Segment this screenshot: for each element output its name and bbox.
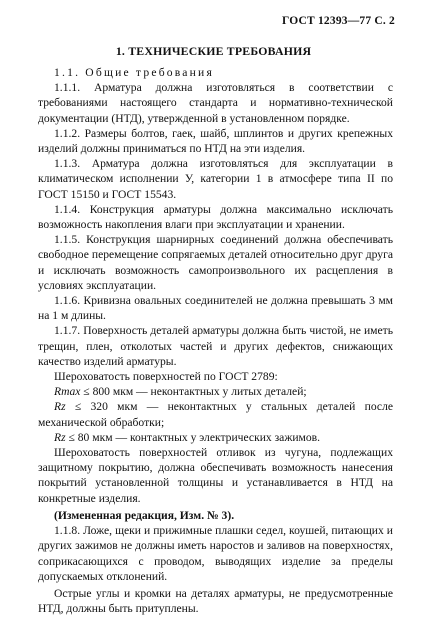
roughness-symbol: Rz bbox=[54, 400, 66, 414]
paragraph-1-1-5: 1.1.5. Конструкция шарнирных соединений должна обеспечивать свободное перемещение сопрягаемых деталей относительно друг друга и исключать возможность самопроизвольного их расцепления в условиях эксплуатации. bbox=[38, 233, 393, 292]
roughness-symbol: Rz bbox=[54, 430, 66, 444]
subheading: 1.1. Общие требования bbox=[54, 66, 214, 79]
paragraph-castings: Шероховатость поверхностей отливок из чугуна, подлежащих защитному покрытию, должна обеспечивать возможность нанесения покрытий установленной толщины и устанавливается в НТД на конкретные изделия. bbox=[38, 446, 393, 505]
paragraph-1-1-1: 1.1.1. Арматура должна изготовляться в соответствии с требованиями настоящего стандарта и нормативно-технической документации (НТД), утвержденной в установленном порядке. bbox=[38, 81, 393, 125]
paragraph-1-1-4: 1.1.4. Конструкция арматуры должна максимально исключать возможность накопления влаги при эксплуатации и хранении. bbox=[38, 202, 393, 232]
roughness-text: ≤ 80 мкм — контактных у электрических зажимов. bbox=[65, 430, 321, 444]
paragraph-1-1-2: 1.1.2. Размеры болтов, гаек, шайб, шплинтов и других крепежных изделий должны приниматься по НТД на эти изделия. bbox=[38, 126, 393, 156]
roughness-intro: Шероховатость поверхностей по ГОСТ 2789: bbox=[54, 370, 278, 384]
paragraph-1-1-7: 1.1.7. Поверхность деталей арматуры должна быть чистой, не иметь трещин, плен, отколотых частей и других дефектов, снижающих качество изделий арматуры. bbox=[38, 324, 393, 368]
paragraph-1-1-3: 1.1.3. Арматура должна изготовляться для эксплуатации в климатическом исполнении У, категории 1 в атмосфере типа II по ГОСТ 15150 и ГОСТ 15543. bbox=[38, 157, 393, 201]
roughness-item-2 bbox=[38, 399, 393, 429]
page-header: ГОСТ 12393—77 С. 2 bbox=[282, 15, 395, 27]
paragraph-edges: Острые углы и кромки на деталях арматуры, не предусмотренные НТД, должны быть притуплены. bbox=[38, 586, 393, 616]
amendment-note: (Измененная редакция, Изм. № 3). bbox=[54, 508, 235, 522]
roughness-item-1 bbox=[38, 384, 393, 399]
roughness-item-3 bbox=[38, 430, 393, 445]
section-title: 1. ТЕХНИЧЕСКИЕ ТРЕБОВАНИЯ bbox=[115, 44, 312, 58]
roughness-symbol: Rmax bbox=[54, 385, 81, 399]
paragraph-1-1-6: 1.1.6. Кривизна овальных соединителей не должна превышать 3 мм на 1 м длины. bbox=[38, 294, 393, 323]
roughness-text: ≤ 320 мкм — неконтактных у стальных деталей после механической обработки; bbox=[38, 400, 393, 429]
document-body bbox=[38, 65, 393, 616]
roughness-text: ≤ 800 мкм — неконтактных у литых деталей; bbox=[80, 385, 307, 399]
paragraph-1-1-8: 1.1.8. Ложе, щеки и прижимные плашки седел, коушей, питающих и других зажимов не должны иметь наростов и заливов на поверхностях, соприкасающихся с проводом, выводящих изделие за пределы допускаемых отклонений. bbox=[38, 524, 393, 583]
